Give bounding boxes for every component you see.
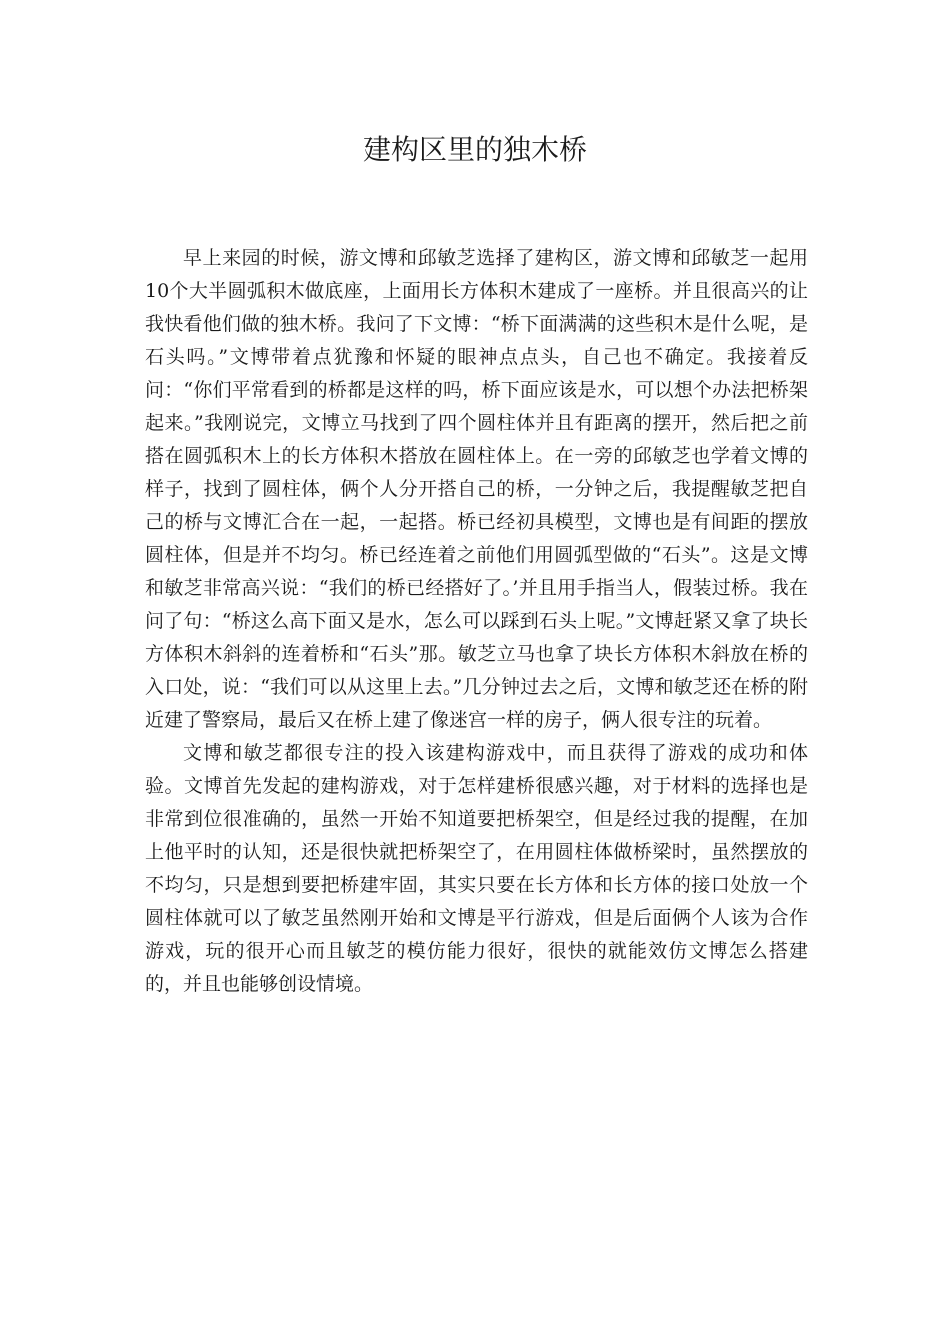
document-title: 建构区里的独木桥 <box>362 133 587 166</box>
paragraph-observation: 早上来园的时候，游文博和邱敏芝选择了建构区，游文博和邱敏芝一起用10个大半圆弧积木做底座，上面用长方体积木建成了一座桥。并且很高兴的让我快看他们做的独木桥。我问了下文博：“桥下面满满的这些积木是什么呢，是石头吗。”文博带着点犹豫和怀疑的眼神点点头，自己也不确定。我接着反问：“你们平常看到的桥都是这样的吗，桥下面应该是水，可以想个办法把桥架起来。”我刚说完，文博立马找到了四个圆柱体并且有距离的摆开，然后把之前搭在圆弧积木上的长方体积木搭放在圆柱体上。在一旁的邱敏芝也学着文博的样子，找到了圆柱体，俩个人分开搭自己的桥，一分钟之后，我提醒敏芝把自己的桥与文博汇合在一起，一起搭。桥已经初具模型，文博也是有间距的摆放圆柱体，但是并不均匀。桥已经连着之前他们用圆弧型做的“石头”。这是文博和敏芝非常高兴说：“我们的桥已经搭好了。’并且用手指当人，假装过桥。我在问了句：“桥这么高下面又是水，怎么可以踩到石头上呢。”文博赶紧又拿了块长方体积木斜斜的连着桥和“石头”那。敏芝立马也拿了块长方体积木斜放在桥的入口处，说：“我们可以从这里上去。”几分钟过去之后，文博和敏芝还在桥的附近建了警察局，最后又在桥上建了像迷宫一样的房子，俩人很专注的玩着。 <box>145 247 808 731</box>
paragraph-analysis: 文博和敏芝都很专注的投入该建构游戏中，而且获得了游戏的成功和体验。文博首先发起的建构游戏，对于怎样建桥很感兴趣，对于材料的选择也是非常到位很准确的，虽然一开始不知道要把桥架空，但是经过我的提醒，在加上他平时的认知，还是很快就把桥架空了，在用圆柱体做桥梁时，虽然摆放的不均匀，只是想到要把桥建牢固，其实只要在长方体和长方体的接口处放一个圆柱体就可以了敏芝虽然刚开始和文博是平行游戏，但是后面俩个人该为合作游戏，玩的很开心而且敏芝的模仿能力很好，很快的就能效仿文博怎么搭建的，并且也能够创设情境。 <box>145 742 808 995</box>
document-body <box>145 242 808 1001</box>
